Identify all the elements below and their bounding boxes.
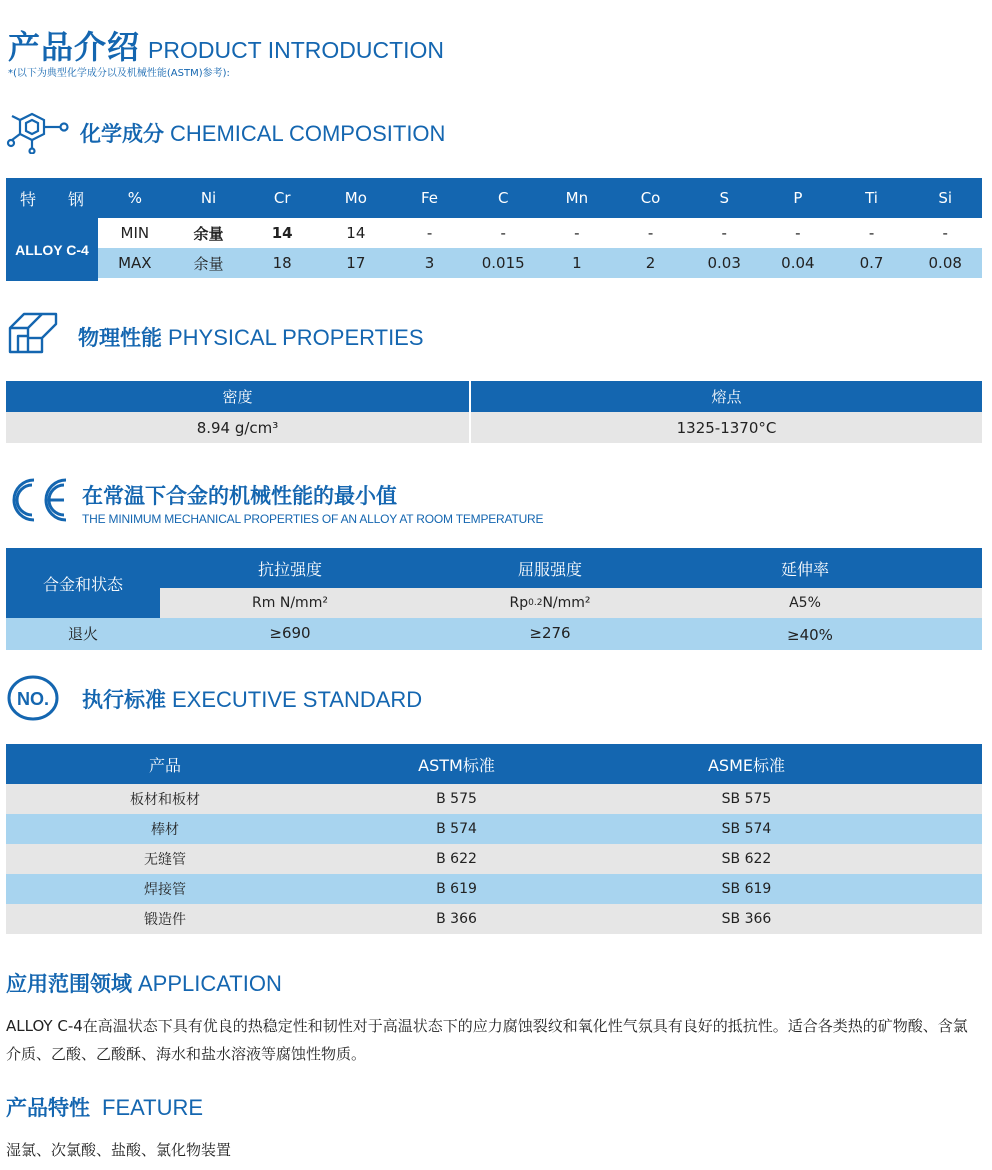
header-cell: % [127, 189, 142, 207]
standard-title-en: EXECUTIVE STANDARD [172, 687, 423, 712]
header-cell: Ni [200, 189, 217, 207]
table-cell: 3 [424, 254, 435, 272]
header-cell: Co [640, 189, 661, 207]
mechanical-table [6, 548, 982, 650]
header-cell: S [719, 189, 729, 207]
rp-label: Rp [509, 595, 529, 611]
table-row [6, 874, 982, 904]
table-cell: 锻造件 [144, 912, 186, 928]
chemical-section-title [80, 118, 445, 148]
table-cell: B 366 [436, 911, 477, 927]
table-cell: - [942, 224, 948, 242]
table-cell: MIN [120, 224, 150, 242]
mechanical-title-cn: 在常温下合金的机械性能的最小值 [82, 484, 397, 508]
table-cell: - [868, 224, 875, 242]
elongation-value: ≥40% [787, 626, 833, 644]
standard-section-title [82, 684, 422, 714]
header-cell: Cr [273, 189, 291, 207]
header-cell: Fe [421, 189, 439, 207]
header-cell: 熔点 [711, 388, 742, 406]
table-cell: - [500, 224, 506, 242]
melting-point-value: 1325-1370°C [676, 418, 777, 437]
svg-text:NO.: NO. [16, 689, 50, 709]
page-title-cn: 产品介绍 [8, 28, 141, 66]
physical-table [6, 381, 982, 443]
header-cell: ASTM标准 [418, 755, 495, 775]
no-badge-icon [6, 674, 60, 722]
mechanical-section-title [82, 480, 543, 526]
header-cell: Mo [344, 189, 367, 207]
table-cell: 14 [271, 224, 293, 242]
unit-cell: A5% [789, 595, 821, 611]
standard-table [6, 744, 982, 934]
page-title-en: PRODUCT INTRODUCTION [148, 37, 445, 63]
spacer [904, 814, 982, 844]
physical-title-en: PHYSICAL PROPERTIES [168, 325, 424, 350]
application-title-cn: 应用范围领域 [6, 972, 132, 996]
table-cell: 1 [572, 254, 582, 272]
application-section-title [6, 968, 282, 998]
standard-header-row [6, 744, 982, 784]
table-cell: B 622 [436, 851, 477, 867]
yield-value: ≥276 [529, 624, 571, 642]
header-cell: Si [938, 189, 953, 207]
header-cell: 产品 [148, 755, 181, 775]
chemical-title-en: CHEMICAL COMPOSITION [170, 121, 446, 146]
table-row [6, 814, 982, 844]
table-cell: 棒材 [151, 822, 179, 838]
physical-value-row [6, 412, 982, 443]
header-cell: C [497, 189, 509, 207]
table-cell: SB 622 [721, 851, 772, 867]
table-cell: 余量 [193, 254, 224, 273]
physical-section-title [78, 322, 424, 352]
chemical-table [6, 178, 982, 278]
table-cell: 无缝管 [144, 852, 186, 868]
table-cell: 焊接管 [144, 882, 186, 898]
table-cell: SB 575 [721, 791, 772, 807]
table-cell: 板材和板材 [130, 792, 200, 808]
table-cell: 14 [346, 224, 366, 242]
standard-title-cn: 执行标准 [82, 688, 166, 712]
header-cell: 密度 [6, 381, 471, 412]
table-cell: SB 619 [721, 881, 772, 897]
table-cell: SB 574 [721, 821, 772, 837]
row-label: 退火 [67, 624, 98, 643]
feature-title-cn: 产品特性 [6, 1096, 90, 1120]
application-text: ALLOY C-4在高温状态下具有优良的热稳定性和韧性对于高温状态下的应力腐蚀裂纹和氧化性气氛具有良好的抵抗性。适合各类热的矿物酸、含氯介质、乙酸、乙酸酥、海水和盐水溶液等腐蚀性物质。 [6, 1017, 968, 1063]
chemical-title-cn: 化学成分 [80, 122, 164, 146]
table-cell: B 619 [436, 881, 477, 897]
feature-title-en: FEATURE [102, 1095, 204, 1120]
table-cell: SB 366 [721, 911, 772, 927]
unit-cell: Rm N/mm² [252, 595, 328, 611]
table-cell: B 574 [436, 821, 477, 837]
table-cell: 余量 [193, 224, 224, 243]
ce-mark-icon [6, 476, 70, 524]
page-title [8, 22, 444, 68]
spacer [904, 784, 982, 814]
table-cell: 0.7 [859, 254, 884, 272]
table-cell: - [795, 224, 801, 242]
table-cell: 0.08 [928, 254, 962, 272]
table-row [6, 784, 982, 814]
density-value: 8.94 g/cm³ [6, 412, 471, 443]
table-cell: 0.03 [707, 254, 741, 272]
header-cell: 特 钢 [19, 189, 84, 209]
mechanical-title-en: THE MINIMUM MECHANICAL PROPERTIES OF AN ALLOY AT ROOM TEMPERATURE [82, 512, 544, 526]
unit-cell [420, 588, 680, 618]
chemical-header-row [6, 178, 982, 218]
molecule-icon [6, 110, 72, 154]
alloy-label: ALLOY C-4 [6, 218, 98, 281]
physical-header-row [6, 381, 982, 412]
table-row [6, 904, 982, 934]
table-cell: 17 [346, 254, 366, 272]
chemical-min-row [6, 218, 982, 248]
header-cell: ASME标准 [707, 755, 786, 775]
reference-note: *(以下为典型化学成分以及机械性能(ASTM)参考): [8, 68, 230, 79]
table-cell: 18 [272, 254, 292, 272]
table-cell: - [574, 224, 580, 242]
state-label: 合金和状态 [6, 548, 160, 618]
feature-text: 湿氯、次氯酸、盐酸、氯化物装置 [6, 1141, 232, 1159]
spacer [904, 874, 982, 904]
table-cell: - [426, 224, 433, 242]
table-cell: - [647, 224, 654, 242]
table-row [6, 844, 982, 874]
steel-profile-icon [6, 310, 60, 356]
header-cell: Mn [565, 189, 589, 207]
table-cell: B 575 [436, 791, 477, 807]
feature-section-title [6, 1092, 203, 1122]
header-cell: 延伸率 [780, 559, 829, 579]
spacer [904, 844, 982, 874]
table-cell: MAX [118, 254, 152, 272]
tensile-value: ≥690 [269, 624, 311, 642]
header-cell: P [793, 189, 803, 207]
spacer [904, 744, 982, 784]
header-cell: 屈服强度 [517, 559, 582, 579]
rp-unit: N/mm² [542, 595, 591, 611]
header-cell: 抗拉强度 [257, 559, 322, 579]
spacer [904, 904, 982, 934]
application-title-en: APPLICATION [138, 971, 282, 996]
header-cell: Ti [865, 189, 878, 207]
physical-title-cn: 物理性能 [78, 326, 162, 350]
table-cell: 0.015 [481, 254, 525, 272]
table-cell: - [721, 224, 727, 242]
rp-sub: 0.2 [528, 598, 543, 608]
chemical-max-row [6, 248, 982, 278]
table-cell: 2 [645, 254, 656, 272]
table-cell: 0.04 [781, 254, 815, 272]
